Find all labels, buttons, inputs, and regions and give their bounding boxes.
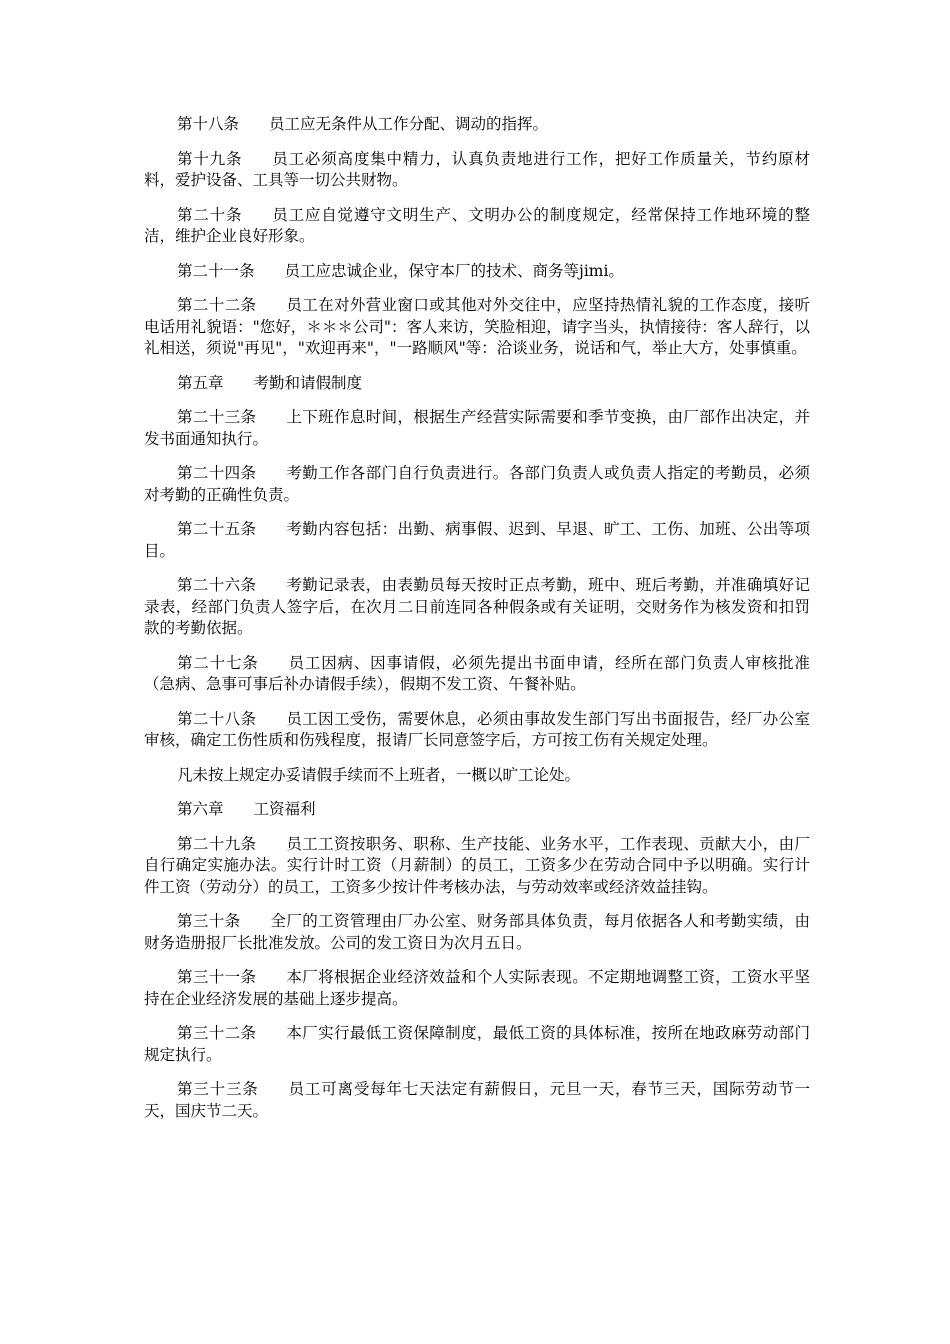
article-text: 本厂实行最低工资保障制度，最低工资的具体标准，按所在地政麻劳动部门规定执行。: [144, 1024, 810, 1064]
article-text: 员工因病、因事请假，必须先提出书面申请，经所在部门负责人审核批准（急病、急事可事后补办请假手续），假期不发工资、午餐补贴。: [144, 653, 810, 693]
article-30: [144, 911, 810, 954]
article-22: [144, 295, 810, 360]
article-number: 第三十三条: [177, 1080, 259, 1098]
article-number: 第三十一条: [177, 968, 257, 986]
article-27: [144, 653, 810, 696]
article-number: 第二十条: [177, 205, 243, 224]
article-number: 第二十四条: [177, 464, 257, 482]
article-25: [144, 519, 810, 562]
article-text: 员工在对外营业窗口或其他对外交往中，应坚持热情礼貌的工作态度，接听电话用礼貌语："您好，＊＊＊公司"：客人来访，笑脸相迎，请字当头，执情接待：客人辞行，以礼相送，须说"再见"，"欢迎再来"，"一路顺风"等：洽谈业务，说话和气，举止大方，处事慎重。: [144, 296, 810, 357]
article-32: [144, 1023, 810, 1066]
article-number: 第二十五条: [177, 520, 257, 538]
article-text: 本厂将根据企业经济效益和个人实际表现。不定期地调整工资，工资水平坚持在企业经济发展的基础上逐步提高。: [144, 968, 810, 1008]
article-19: [144, 149, 810, 192]
article-text: 考勤内容包括：出勤、病事假、迟到、早退、旷工、工伤、加班、公出等项目。: [144, 520, 810, 560]
article-text: 上下班作息时间，根据生产经营实际需要和季节变换，由厂部作出决定，并发书面通知执行。: [144, 408, 810, 448]
article-28: [144, 709, 810, 752]
document-body: [144, 114, 810, 1135]
article-29: [144, 834, 810, 899]
article-text: 员工因工受伤，需要休息，必须由事故发生部门写出书面报告，经厂办公室审核，确定工伤性质和伤残程度，报请厂长同意签字后，方可按工伤有关规定处理。: [144, 709, 810, 749]
article-number: 第二十三条: [177, 408, 257, 426]
article-number: 第二十九条: [177, 834, 257, 853]
article-number: 第二十七条: [177, 653, 259, 672]
article-text: 考勤工作各部门自行负责进行。各部门负责人或负责人指定的考勤员，必须对考勤的正确性负责。: [144, 464, 810, 504]
article-20: [144, 205, 810, 248]
article-text: 员工工资按职务、职称、生产技能、业务水平，工作表现、贡献大小，由厂自行确定实施办法。实行计时工资（月薪制）的员工，工资多少在劳动合同中予以明确。实行计件工资（劳动分）的员工，工资多少按计件考核办法，与劳动效率或经济效益挂钩。: [144, 834, 810, 896]
chapter-title: 工资福利: [253, 800, 316, 818]
article-26: [144, 575, 810, 640]
article-18: [144, 114, 810, 136]
chapter-title: 考勤和请假制度: [253, 373, 363, 392]
article-24: [144, 463, 810, 506]
article-number: 第二十二条: [177, 296, 257, 314]
chapter-number: 第五章: [177, 373, 224, 392]
article-text: 员工应自觉遵守文明生产、文明办公的制度规定，经常保持工作地环境的整洁，维护企业良好形象。: [144, 205, 810, 245]
article-number: 第十九条: [177, 149, 243, 168]
article-text: 员工应忠诚企业，保守本厂的技术、商务等jimi。: [284, 261, 624, 280]
article-31: [144, 967, 810, 1010]
article-number: 第三十二条: [177, 1024, 257, 1042]
chapter-6-heading: [144, 799, 810, 821]
article-21: [144, 261, 810, 283]
article-text: 考勤记录表，由表勤员每天按时正点考勤，班中、班后考勤，并准确填好记录表，经部门负责人签字后，在次月二日前连同各种假条或有关证明，交财务作为核发资和扣罚款的考勤依据。: [144, 576, 810, 637]
article-text: 全厂的工资管理由厂办公室、财务部具体负责，每月依据各人和考勤实绩，由财务造册报厂长批准发放。公司的发工资日为次月五日。: [144, 912, 810, 952]
article-number: 第二十八条: [177, 709, 257, 728]
article-number: 第二十一条: [177, 261, 255, 280]
article-text: 员工必须高度集中精力，认真负责地进行工作，把好工作质量关，节约原材料，爱护设备、工具等一切公共财物。: [144, 149, 810, 189]
note-text: 凡未按上规定办妥请假手续而不上班者，一概以旷工论处。: [177, 765, 581, 784]
article-text: 员工应无条件从工作分配、调动的指挥。: [269, 115, 549, 133]
article-number: 第三十条: [177, 912, 241, 930]
chapter-5-heading: [144, 373, 810, 395]
chapter-number: 第六章: [177, 800, 224, 818]
article-text: 员工可离受每年七天法定有薪假日，元旦一天，春节三天，国际劳动节一天，国庆节二天。: [144, 1080, 810, 1120]
article-number: 第十八条: [177, 115, 240, 133]
absence-rule-note: [144, 765, 810, 787]
article-number: 第二十六条: [177, 576, 257, 594]
article-33: [144, 1079, 810, 1122]
article-23: [144, 407, 810, 450]
